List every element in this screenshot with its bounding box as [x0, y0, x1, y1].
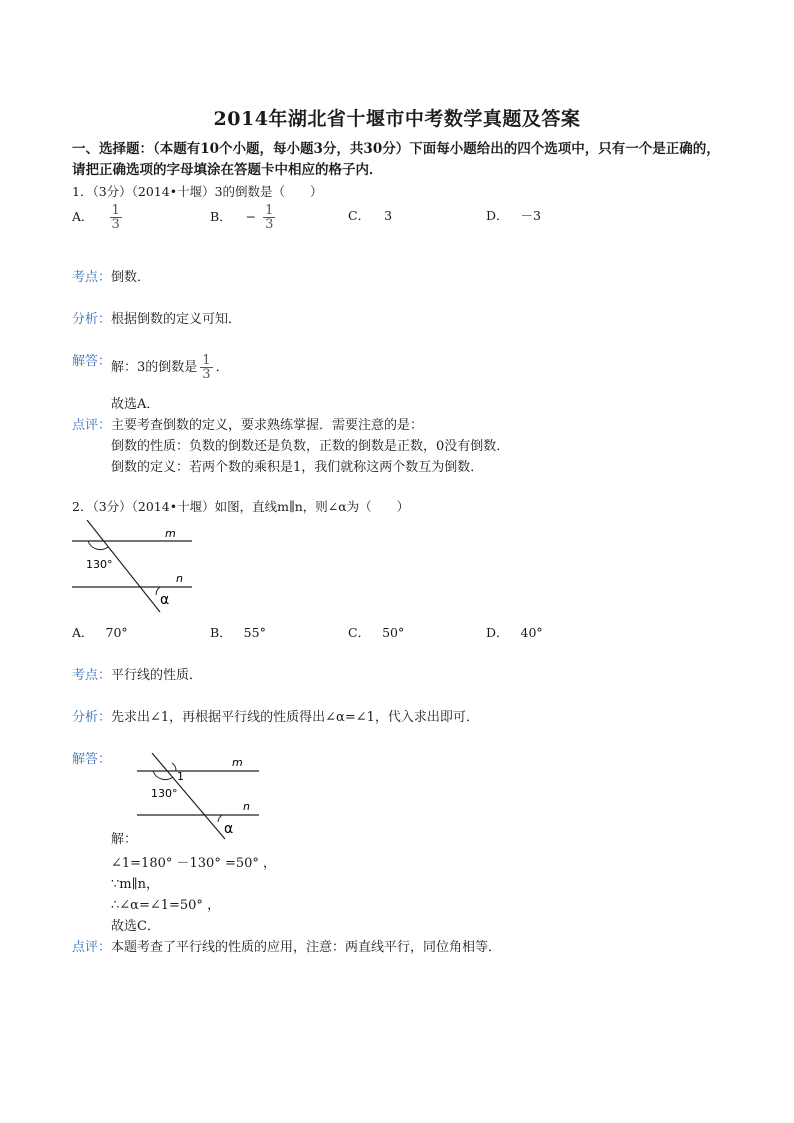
q2-jieda-label: 解答：: [72, 752, 112, 767]
q2-fenxi: 先求出∠1，再根据平行线的性质得出∠α=∠1，代入求出即可．: [111, 710, 479, 725]
option-value: 50°: [382, 625, 405, 640]
angle-1-arc: [172, 763, 176, 771]
q1-dianping-line: 主要考查倒数的定义，要求熟练掌握．需要注意的是：: [111, 418, 424, 433]
fraction: [200, 354, 212, 381]
q2-jie-line: 故选C．: [111, 919, 160, 934]
q1-option-b: [210, 204, 278, 231]
option-label: C．: [348, 208, 371, 223]
option-value: 3: [384, 208, 393, 223]
q2-fenxi-label: 分析：: [72, 710, 112, 725]
q1-dianping-line: 倒数的定义：若两个数的乘积是1，我们就称这两个数互为倒数．: [111, 460, 484, 475]
q2-dianping-label: 点评：: [72, 940, 112, 955]
fraction: [263, 204, 275, 231]
label-130: 130°: [86, 558, 113, 571]
q1-jieda-label: 解答：: [72, 354, 112, 369]
label-n: n: [176, 572, 183, 585]
label-alpha: α: [160, 592, 170, 608]
q1-dianping-label: 点评：: [72, 418, 112, 433]
option-label: D．: [486, 208, 509, 223]
q2-option-d: [486, 623, 543, 641]
option-value: －3: [520, 208, 541, 223]
fraction: [110, 204, 122, 231]
label-n: n: [243, 800, 250, 813]
label-m: m: [232, 756, 243, 769]
q2-kaodian-label: 考点：: [72, 668, 112, 683]
label-m: m: [165, 527, 176, 540]
q1-guxuan: 故选A．: [111, 397, 160, 412]
denominator: 3: [111, 217, 120, 232]
q1-jie: [111, 354, 229, 381]
numerator: 1: [202, 353, 211, 368]
q2-jie-line: ∴∠α=∠1=50° ，: [111, 898, 221, 913]
q1-kaodian: 倒数．: [111, 270, 151, 285]
alpha-arc: [218, 815, 222, 822]
jie-suffix: ．: [215, 360, 229, 375]
question-1-stem: 1．（3分）（2014•十堰）3的倒数是（ ）: [72, 184, 323, 199]
q2-kaodian: 平行线的性质．: [111, 668, 203, 683]
label-alpha: α: [224, 821, 234, 837]
denominator: 3: [202, 367, 211, 382]
minus-sign: −: [245, 209, 257, 224]
denominator: 3: [265, 217, 274, 232]
q2-option-c: [348, 623, 404, 641]
option-label: A．: [72, 625, 94, 640]
q1-fenxi: 根据倒数的定义可知．: [111, 312, 242, 327]
option-label: D．: [486, 625, 509, 640]
q1-option-a: [72, 204, 125, 231]
label-1: 1: [177, 770, 184, 783]
q1-kaodian-label: 考点：: [72, 270, 112, 285]
option-value: 40°: [520, 625, 543, 640]
q1-fenxi-label: 分析：: [72, 312, 112, 327]
q2-jie-line: ∵m∥n，: [111, 877, 159, 892]
numerator: 1: [265, 203, 274, 218]
label-130: 130°: [151, 787, 178, 800]
option-label: A．: [72, 209, 94, 224]
q1-option-d: [486, 206, 541, 224]
q2-option-b: [210, 623, 266, 641]
section-heading: 一、选择题：（本题有10个小题，每小题3分，共30分）下面每小题给出的四个选项中，只有一个是正确的，请把正确选项的字母填涂在答题卡中相应的格子内．: [72, 141, 720, 178]
jie-text: 解：3的倒数是: [111, 360, 198, 375]
q2-jie-line: ∠1=180° －130° =50° ，: [111, 856, 277, 871]
question-2-stem: 2．（3分）（2014•十堰）如图，直线m∥n，则∠α为（ ）: [72, 499, 410, 514]
option-value: 55°: [243, 625, 266, 640]
angle-arc: [153, 771, 173, 780]
page-title: 2014年湖北省十堰市中考数学真题及答案: [213, 108, 581, 130]
q1-dianping-line: 倒数的性质：负数的倒数还是负数，正数的倒数是正数，0没有倒数．: [111, 439, 510, 454]
option-value: 70°: [105, 625, 128, 640]
q2-figure: [72, 520, 197, 615]
q2-option-a: [72, 623, 128, 641]
q2-solution-figure: [137, 753, 267, 841]
q2-jie-line: 解：: [111, 832, 138, 847]
option-label: C．: [348, 625, 371, 640]
option-label: B．: [210, 625, 232, 640]
option-label: B．: [210, 209, 232, 224]
q1-option-c: [348, 206, 392, 224]
q2-dianping: 本题考查了平行线的性质的应用，注意：两直线平行，同位角相等．: [111, 940, 502, 955]
numerator: 1: [111, 203, 120, 218]
